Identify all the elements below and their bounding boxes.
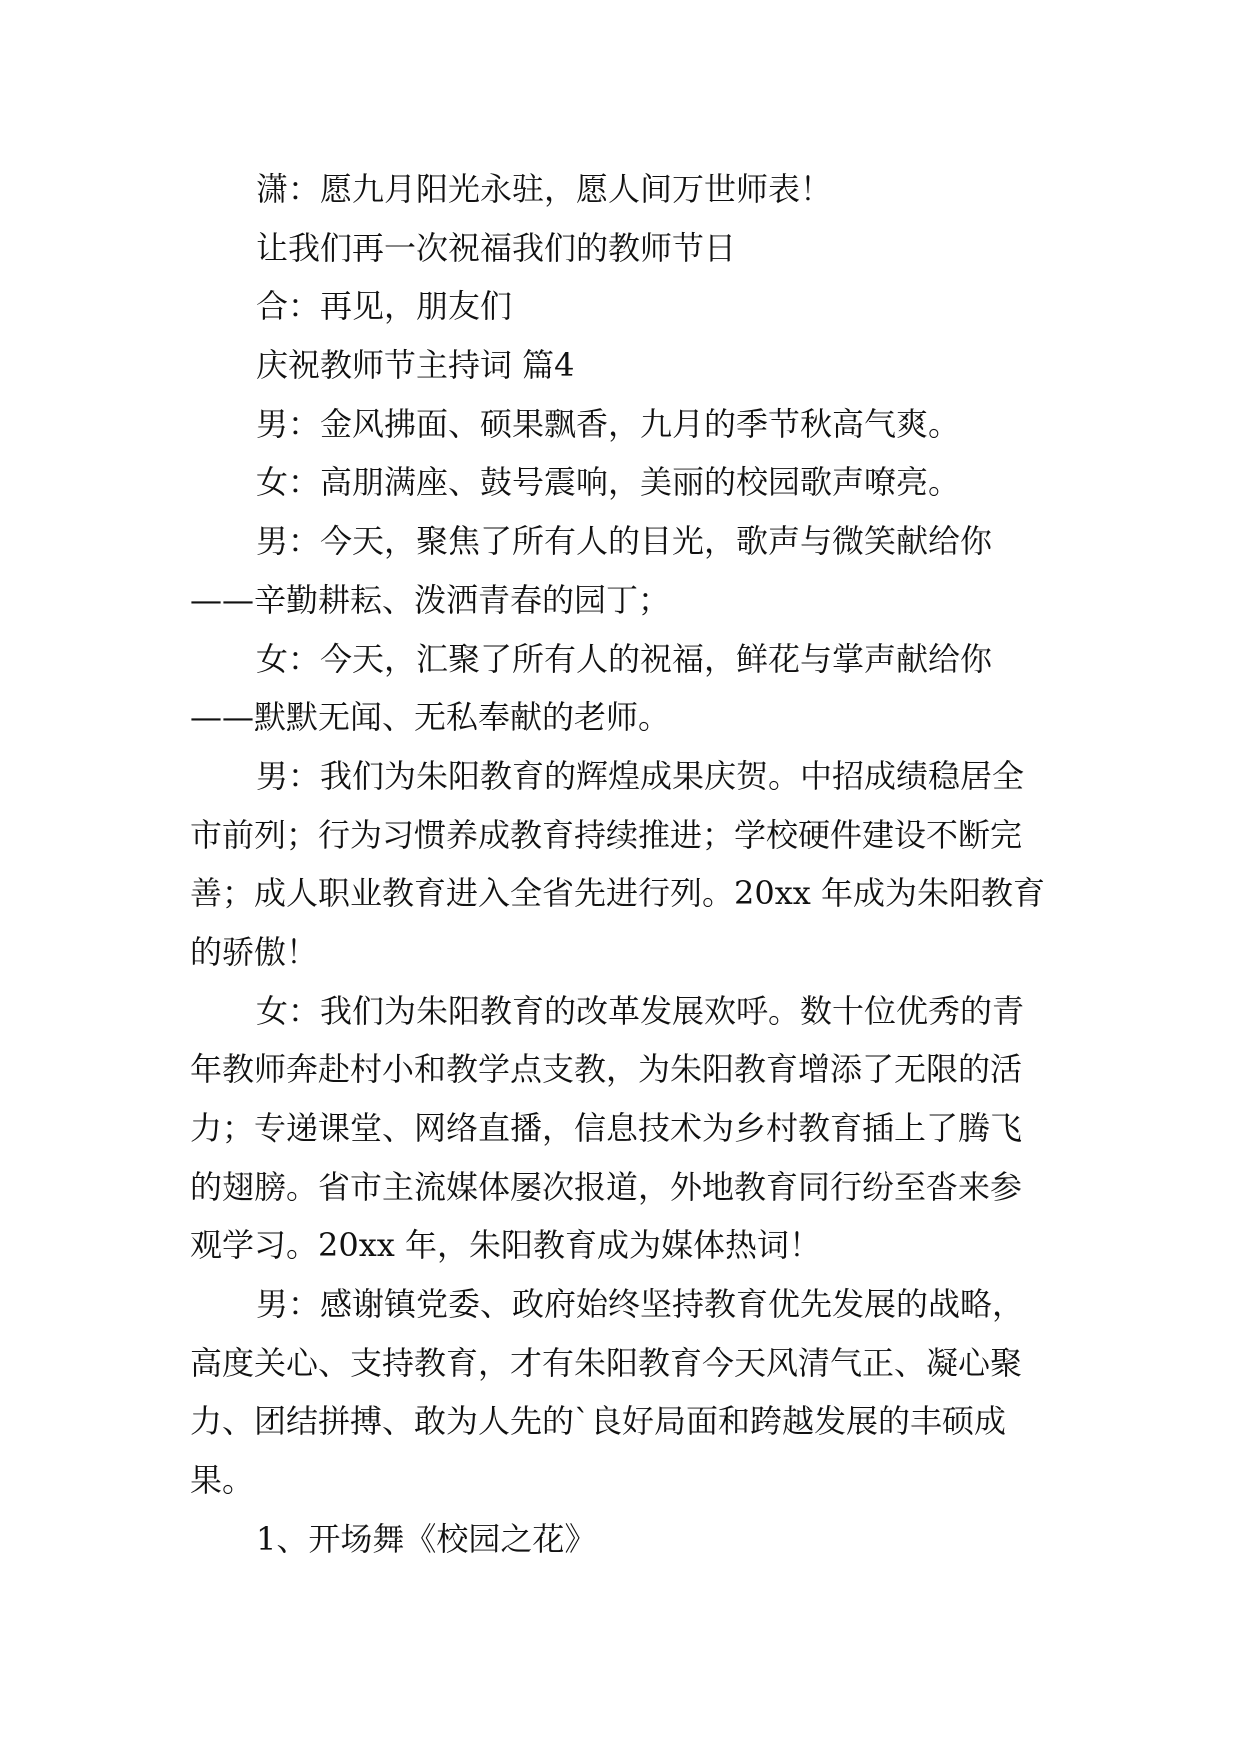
program-item: 1、开场舞《校园之花》: [256, 1519, 597, 1558]
text-line: 的骄傲！: [190, 932, 319, 971]
text-line: 潇：愿九月阳光永驻，愿人间万世师表！: [256, 170, 833, 208]
text-line: 善；成人职业教育进入全省先进行列。20xx 年成为朱阳教育: [190, 874, 1045, 913]
text-line: 女：今天，汇聚了所有人的祝福，鲜花与掌声献给你: [256, 639, 993, 678]
text-line: 果。: [190, 1461, 255, 1500]
text-line: 高度关心、支持教育，才有朱阳教育今天风清气正、凝心聚: [190, 1343, 1023, 1382]
text-line: ——辛勤耕耘、泼洒青春的园丁；: [190, 580, 671, 619]
text-line: 的翅膀。省市主流媒体屡次报道，外地教育同行纷至沓来参: [190, 1167, 1023, 1206]
text-line: 男：今天，聚焦了所有人的目光，歌声与微笑献给你: [256, 522, 993, 561]
text-line: 男：金风拂面、硕果飘香，九月的季节秋高气爽。: [256, 404, 961, 443]
text-line: 观学习。20xx 年，朱阳教育成为媒体热词！: [190, 1226, 821, 1265]
text-line: 让我们再一次祝福我们的教师节日: [256, 228, 737, 267]
text-line: 女：高朋满座、鼓号震响，美丽的校园歌声嘹亮。: [256, 463, 961, 502]
text-line: 男：感谢镇党委、政府始终坚持教育优先发展的战略，: [256, 1285, 1025, 1324]
text-line: 男：我们为朱阳教育的辉煌成果庆贺。中招成绩稳居全: [256, 756, 1025, 795]
text-line: 女：我们为朱阳教育的改革发展欢呼。数十位优秀的青: [256, 991, 1025, 1030]
document-body: [190, 160, 1056, 1569]
text-line: 市前列；行为习惯养成教育持续推进；学校硬件建设不断完: [190, 815, 1023, 854]
text-line: 力、团结拼搏、敢为人先的`良好局面和跨越发展的丰硕成: [190, 1402, 1007, 1441]
section-heading: 庆祝教师节主持词 篇4: [256, 346, 575, 385]
text-line: 年教师奔赴村小和教学点支教，为朱阳教育增添了无限的活: [190, 1050, 1023, 1089]
text-line: ——默默无闻、无私奉献的老师。: [190, 698, 671, 737]
text-line: 合：再见，朋友们: [256, 287, 513, 326]
text-line: 力；专递课堂、网络直播，信息技术为乡村教育插上了腾飞: [190, 1109, 1023, 1147]
